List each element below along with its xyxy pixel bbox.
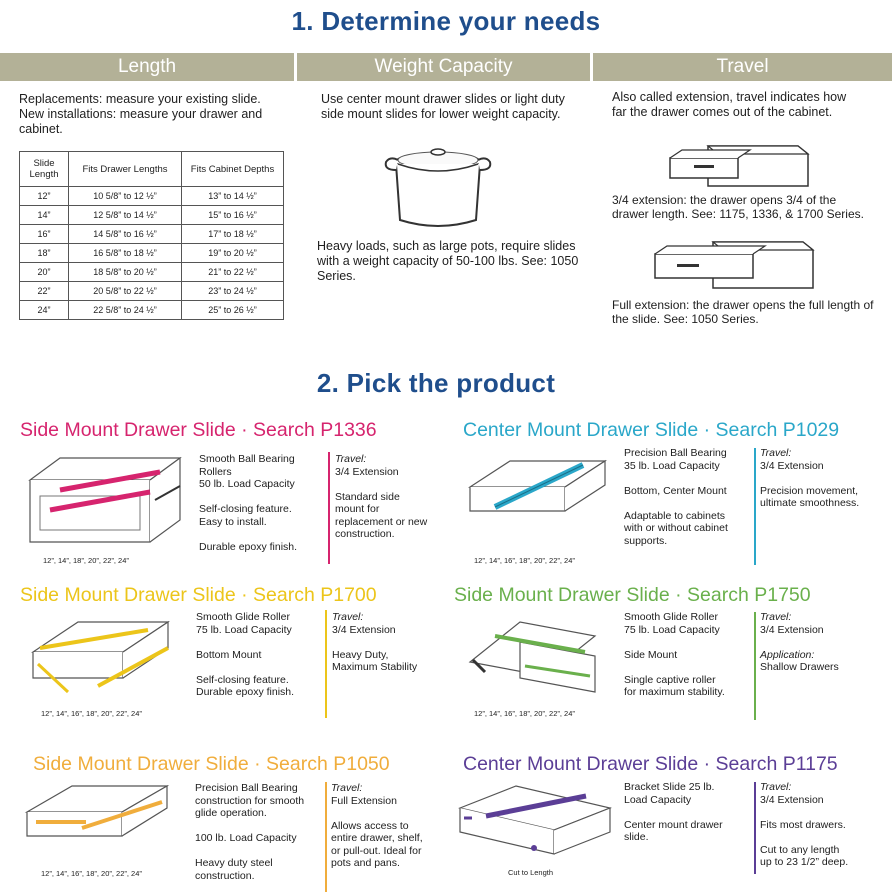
product-specs: Precision Ball Bearing 35 lb. Load Capacity Bottom, Center Mount Adaptable to cabinets with or without cabinet supports. (624, 447, 728, 547)
table-cell: 23” to 24 ½” (182, 282, 284, 301)
product-title-p1336: Side Mount Drawer Slide · Search P1336 (20, 419, 377, 441)
travel-header-label: Travel (716, 56, 769, 77)
travel-label: Travel: (331, 782, 363, 794)
table-cell: 16” (20, 225, 69, 244)
product-specs: Bracket Slide 25 lb. Load Capacity Center mount drawer slide. (624, 781, 723, 843)
table-cell: 25” to 26 ½” (182, 301, 284, 320)
table-header: Fits Drawer Lengths (69, 152, 182, 187)
divider (325, 610, 327, 718)
length-table (19, 151, 284, 320)
product-specs: Precision Ball Bearing construction for smooth glide operation. 100 lb. Load Capacity Heavy duty steel construction. (195, 782, 305, 882)
table-cell: 20” (20, 263, 69, 282)
travel-label: Travel: (760, 447, 792, 459)
product-travel: 3/4 Extension Standard side mount for replacement or new construction. (335, 465, 428, 540)
table-row (20, 263, 284, 282)
travel-label: Travel: (760, 611, 792, 623)
product-travel: 3/4 Extension Heavy Duty, Maximum Stability (332, 623, 418, 673)
size-list: 12”, 14”, 18”, 20”, 22”, 24” (43, 556, 129, 565)
product-travel: Full Extension Allows access to entire drawer, shelf, or pull-out. Ideal for pots and pans. (331, 794, 423, 869)
center-mount-slide-p1029-icon (465, 455, 613, 550)
size-list: 12”, 14”, 16”, 18”, 20”, 22”, 24” (474, 556, 575, 565)
product-title-p1750: Side Mount Drawer Slide · Search P1750 (454, 584, 811, 606)
travel-label: Travel: (335, 453, 367, 465)
product-travel-block (331, 782, 441, 870)
size-list: 12”, 14”, 16”, 18”, 20”, 22”, 24” (474, 709, 575, 718)
table-row (20, 225, 284, 244)
product-travel-block (760, 447, 885, 510)
table-row (20, 244, 284, 263)
cooking-pot-icon (382, 140, 494, 232)
travel-header (593, 53, 892, 81)
side-mount-slide-p1750-icon (465, 612, 615, 704)
table-cell: 15” to 16 ½” (182, 206, 284, 225)
product-title-p1029: Center Mount Drawer Slide · Search P1029 (463, 419, 840, 441)
travel-intro: Also called extension, travel indicates how far the drawer comes out of the cabinet. (612, 90, 847, 119)
product-travel-block (335, 453, 440, 541)
table-cell: 12” (20, 187, 69, 206)
length-intro: Replacements: measure your existing slide. New installations: measure your drawer and cabinet. (19, 92, 263, 136)
divider (754, 448, 756, 565)
size-list: 12”, 14”, 16”, 18”, 20”, 22”, 24” (41, 869, 142, 878)
weight-intro: Use center mount drawer slides or light duty side mount slides for lower weight capacity. (321, 92, 565, 121)
weight-header (297, 53, 590, 81)
product-specs: Smooth Glide Roller 75 lb. Load Capacity Bottom Mount Self-closing feature. Durable epoxy finish. (196, 611, 295, 698)
product-application: Shallow Drawers (760, 661, 839, 673)
table-cell: 22” (20, 282, 69, 301)
product-title-p1050: Side Mount Drawer Slide · Search P1050 (33, 753, 390, 775)
table-header: Slide Length (20, 152, 69, 187)
table-row (20, 282, 284, 301)
divider (328, 452, 330, 564)
table-cell: 14” (20, 206, 69, 225)
travel-full: Full extension: the drawer opens the full length of the slide. See: 1050 Series. (612, 298, 874, 326)
size-list: 12”, 14”, 16”, 18”, 20”, 22”, 24” (41, 709, 142, 718)
travel-label: Travel: (332, 611, 364, 623)
travel-three-quarter: 3/4 extension: the drawer opens 3/4 of the drawer length. See: 1175, 1336, & 1700 Series. (612, 193, 864, 221)
table-cell: 14 5/8” to 16 ½” (69, 225, 182, 244)
application-label: Application: (760, 648, 815, 661)
table-header: Fits Cabinet Depths (182, 152, 284, 187)
table-row (20, 301, 284, 320)
length-header (0, 53, 294, 81)
product-travel: 3/4 Extension Precision movement, ultimate smoothness. (760, 459, 860, 509)
divider (754, 612, 756, 720)
table-cell: 10 5/8” to 12 ½” (69, 187, 182, 206)
product-travel-block (332, 611, 442, 674)
product-title-p1700: Side Mount Drawer Slide · Search P1700 (20, 584, 377, 606)
table-cell: 19” to 20 ½” (182, 244, 284, 263)
section-2-title: 2. Pick the product (316, 368, 556, 398)
product-travel: 3/4 Extension Fits most drawers. Cut to any length up to 23 1/2” deep. (760, 793, 849, 868)
travel-label: Travel: (760, 781, 792, 793)
weight-header-label: Weight Capacity (374, 56, 513, 77)
side-mount-slide-p1336-icon (20, 450, 190, 550)
divider (754, 782, 756, 874)
table-cell: 17” to 18 ½” (182, 225, 284, 244)
weight-note: Heavy loads, such as large pots, require slides with a weight capacity of 50-100 lbs. See: 1050 Series. (317, 239, 579, 283)
product-specs: Smooth Glide Roller 75 lb. Load Capacity Side Mount Single captive roller for maximum stability. (624, 611, 725, 698)
center-mount-slide-p1175-icon (456, 782, 614, 864)
product-travel: 3/4 Extension (760, 623, 824, 636)
table-cell: 18 5/8” to 20 ½” (69, 263, 182, 282)
table-cell: 13” to 14 ½” (182, 187, 284, 206)
table-cell: 18” (20, 244, 69, 263)
table-cell: 16 5/8” to 18 ½” (69, 244, 182, 263)
divider (325, 782, 327, 892)
product-travel-block (760, 781, 885, 869)
cut-to-length-label: Cut to Length (508, 868, 554, 877)
length-header-label: Length (117, 56, 177, 77)
product-specs: Smooth Ball Bearing Rollers 50 lb. Load Capacity Self-closing feature. Easy to install. Durable epoxy finish. (199, 453, 298, 553)
drawer-full-extension-icon (653, 236, 815, 290)
table-row (20, 187, 284, 206)
table-cell: 20 5/8” to 22 ½” (69, 282, 182, 301)
product-travel-block (760, 611, 885, 674)
drawer-three-quarter-icon (668, 138, 810, 188)
table-row (20, 206, 284, 225)
product-title-p1175: Center Mount Drawer Slide · Search P1175 (463, 753, 838, 775)
section-1-title: 1. Determine your needs (291, 6, 601, 36)
table-cell: 24” (20, 301, 69, 320)
table-cell: 12 5/8” to 14 ½” (69, 206, 182, 225)
table-cell: 21” to 22 ½” (182, 263, 284, 282)
side-mount-slide-p1700-icon (28, 612, 178, 704)
side-mount-slide-p1050-icon (22, 782, 172, 862)
table-cell: 22 5/8” to 24 ½” (69, 301, 182, 320)
